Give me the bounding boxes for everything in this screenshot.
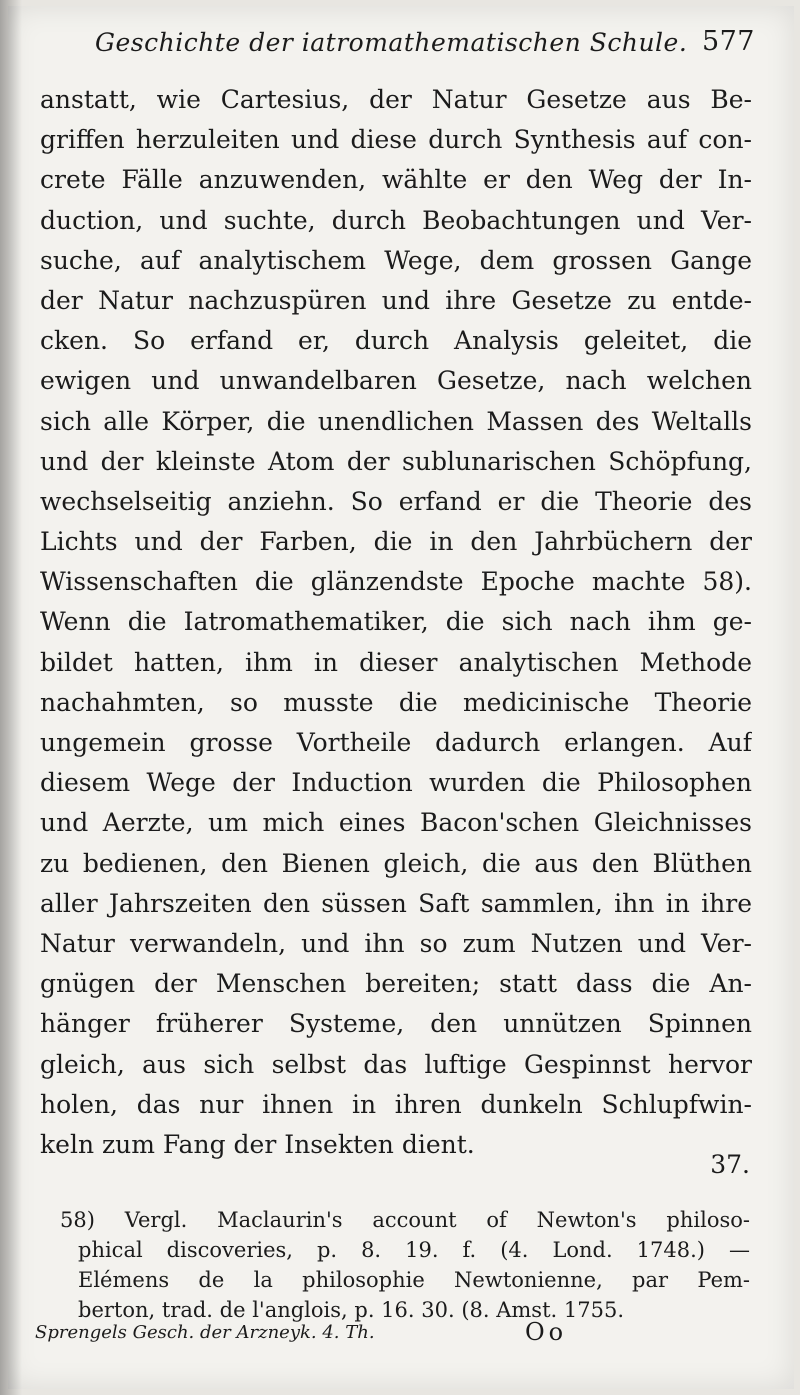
body-line: Natur verwandeln, und ihn so zum Nutzen und Ver-: [40, 928, 752, 958]
body-line: der Natur nachzuspüren und ihre Gesetze zu entde-: [40, 285, 752, 315]
body-line: anstatt, wie Cartesius, der Natur Gesetze aus Be-: [40, 85, 752, 114]
catchword: 37.: [710, 1150, 750, 1179]
body-line: bildet hatten, ihm in dieser analytischen Methode: [40, 647, 752, 677]
body-line: nachahmten, so musste die medicinische Theorie: [40, 687, 752, 717]
footnote-line: Elémens de la philosophie Newtonienne, par Pem-: [78, 1268, 750, 1292]
footnote-line: phical discoveries, p. 8. 19. f. (4. Lond. 1748.) —: [78, 1238, 750, 1262]
body-line: und der kleinste Atom der sublunarischen Schöpfung,: [40, 446, 752, 476]
body-line: Lichts und der Farben, die in den Jahrbüchern der: [40, 527, 752, 557]
gutter-shadow: [0, 0, 22, 1395]
body-line: Wenn die Iatromathematiker, die sich nach ihm ge-: [40, 607, 752, 637]
page-number: 577: [701, 26, 755, 57]
body-line: duction, und suchte, durch Beobachtungen und Ver-: [40, 205, 752, 235]
body-line: holen, das nur ihnen in ihren dunkeln Schlupfwin-: [40, 1089, 752, 1119]
body-line: diesem Wege der Induction wurden die Philosophen: [40, 768, 752, 798]
footnote-line: berton, trad. de l'anglois, p. 16. 30. (8. Amst. 1755.: [78, 1298, 624, 1322]
running-head: [95, 24, 755, 64]
running-title: Geschichte der iatromathematischen Schule.: [95, 28, 688, 57]
body-line: gnügen der Menschen bereiten; statt dass die An-: [40, 969, 752, 999]
signature-mark: Oo: [525, 1318, 568, 1346]
body-line: ewigen und unwandelbaren Gesetze, nach welchen: [40, 366, 752, 396]
body-line: aller Jahrszeiten den süssen Saft sammlen, ihn in ihre: [40, 888, 752, 918]
signature-text: Sprengels Gesch. der Arzneyk. 4. Th.: [35, 1322, 375, 1343]
body-line: crete Fälle anzuwenden, wählte er den Weg der In-: [40, 165, 752, 195]
body-line: gleich, aus sich selbst das luftige Gespinnst hervor: [40, 1049, 752, 1079]
signature-line: [35, 1318, 755, 1354]
body-line: und Aerzte, um mich eines Bacon'schen Gleichnisses: [40, 808, 752, 838]
body-line: sich alle Körper, die unendlichen Massen des Weltalls: [40, 406, 752, 436]
body-line: Wissenschaften die glänzendste Epoche machte 58).: [40, 567, 752, 597]
body-line: keln zum Fang der Insekten dient.: [40, 1129, 475, 1159]
body-line: griffen herzuleiten und diese durch Synthesis auf con-: [40, 125, 752, 155]
body-line: suche, auf analytischem Wege, dem grossen Gange: [40, 245, 752, 275]
body-line: zu bedienen, den Bienen gleich, die aus den Blüthen: [40, 848, 752, 878]
body-line: hänger früherer Systeme, den unnützen Spinnen: [40, 1009, 752, 1039]
footnote-line: 58) Vergl. Maclaurin's account of Newton's philoso-: [60, 1208, 750, 1232]
body-line: ungemein grosse Vortheile dadurch erlangen. Auf: [40, 728, 752, 757]
body-line: wechselseitig anziehn. So erfand er die Theorie des: [40, 486, 752, 516]
body-line: cken. So erfand er, durch Analysis geleitet, die: [40, 326, 752, 356]
footnotes: [60, 1205, 750, 1325]
body-text: [40, 80, 752, 1165]
